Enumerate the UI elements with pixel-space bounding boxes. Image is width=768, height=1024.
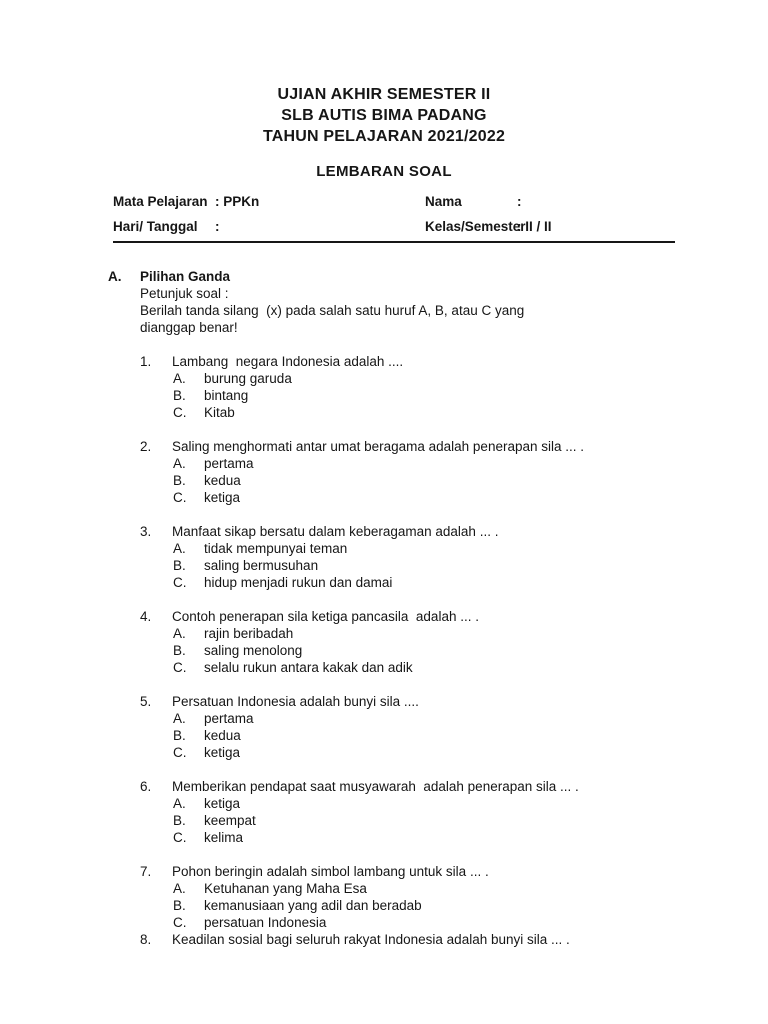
meta-value-date: : [215, 219, 220, 234]
option-letter: A. [173, 711, 186, 726]
option-row [173, 642, 675, 659]
question-number: 8. [140, 932, 152, 947]
option-letter: A. [173, 881, 186, 896]
option-letter: C. [173, 830, 187, 845]
option-letter: C. [173, 405, 187, 420]
option-text: rajin beribadah [204, 626, 294, 641]
option-text: kemanusiaan yang adil dan beradab [204, 898, 422, 913]
option-text: burung garuda [204, 371, 292, 386]
meta-value-class: : II / II [517, 219, 552, 234]
question-text: Saling menghormati antar umat beragama adalah penerapan sila ... . [172, 439, 585, 454]
option-row [173, 744, 675, 761]
section-instructions [140, 285, 675, 336]
meta-label-subject: Mata Pelajaran [113, 194, 208, 209]
question-row [140, 931, 675, 948]
option-text: saling bermusuhan [204, 558, 319, 573]
option-row [173, 540, 675, 557]
section-a-heading [108, 268, 675, 285]
option-letter: B. [173, 643, 186, 658]
option-letter: C. [173, 660, 187, 675]
option-letter: B. [173, 813, 186, 828]
question-number: 7. [140, 864, 152, 879]
question-block [140, 931, 675, 948]
question-row [140, 693, 675, 710]
option-letter: C. [173, 745, 187, 760]
question-number: 5. [140, 694, 152, 709]
question-text: Contoh penerapan sila ketiga pancasila adalah ... . [172, 609, 479, 624]
option-row [173, 472, 675, 489]
option-row [173, 659, 675, 676]
instruction-line: dianggap benar! [140, 320, 238, 335]
meta-row [113, 189, 675, 214]
meta-value-name: : [517, 194, 522, 209]
meta-label-class: Kelas/Semester [425, 219, 526, 234]
section-title: Pilihan Ganda [140, 269, 231, 284]
option-row [173, 489, 675, 506]
exam-title-line: SLB AUTIS BIMA PADANG [281, 107, 487, 124]
option-letter: A. [173, 626, 186, 641]
option-row [173, 914, 675, 931]
question-block [140, 353, 675, 421]
option-row [173, 795, 675, 812]
question-text: Manfaat sikap bersatu dalam keberagaman adalah ... . [172, 524, 499, 539]
exam-title [0, 84, 768, 147]
option-text: ketiga [204, 796, 241, 811]
option-text: pertama [204, 711, 254, 726]
option-letter: C. [173, 490, 187, 505]
option-letter: B. [173, 558, 186, 573]
option-row [173, 897, 675, 914]
option-letter: A. [173, 541, 186, 556]
option-text: persatuan Indonesia [204, 915, 327, 930]
option-text: kedua [204, 728, 241, 743]
question-row [140, 438, 675, 455]
question-text: Keadilan sosial bagi seluruh rakyat Indonesia adalah bunyi sila ... . [172, 932, 570, 947]
question-row [140, 523, 675, 540]
option-letter: B. [173, 728, 186, 743]
option-row [173, 625, 675, 642]
question-text: Memberikan pendapat saat musyawarah adalah penerapan sila ... . [172, 779, 579, 794]
meta-row [113, 214, 675, 239]
meta-label-date: Hari/ Tanggal [113, 219, 198, 234]
option-text: ketiga [204, 490, 241, 505]
option-text: keempat [204, 813, 256, 828]
question-block [140, 778, 675, 846]
instruction-line: Berilah tanda silang (x) pada salah satu huruf A, B, atau C yang [140, 303, 525, 318]
option-letter: C. [173, 575, 187, 590]
option-text: tidak mempunyai teman [204, 541, 348, 556]
option-row [173, 812, 675, 829]
question-number: 2. [140, 439, 152, 454]
option-letter: A. [173, 796, 186, 811]
option-text: ketiga [204, 745, 241, 760]
question-row [140, 778, 675, 795]
question-number: 1. [140, 354, 152, 369]
option-row [173, 880, 675, 897]
meta-value-subject: : PPKn [215, 194, 260, 209]
option-letter: B. [173, 388, 186, 403]
option-letter: A. [173, 456, 186, 471]
question-block [140, 438, 675, 506]
question-number: 6. [140, 779, 152, 794]
question-block [140, 608, 675, 676]
question-row [140, 863, 675, 880]
option-row [173, 557, 675, 574]
option-text: Ketuhanan yang Maha Esa [204, 881, 367, 896]
question-block [140, 523, 675, 591]
section-letter: A. [108, 269, 122, 284]
instruction-line: Petunjuk soal : [140, 286, 229, 301]
option-text: hidup menjadi rukun dan damai [204, 575, 393, 590]
option-text: kelima [204, 830, 244, 845]
option-row [173, 404, 675, 421]
meta-label-name: Nama [425, 194, 462, 209]
option-text: kedua [204, 473, 241, 488]
question-block [140, 693, 675, 761]
option-letter: B. [173, 898, 186, 913]
sheet-label: LEMBARAN SOAL [316, 163, 452, 180]
option-text: bintang [204, 388, 249, 403]
option-text: saling menolong [204, 643, 303, 658]
question-row [140, 353, 675, 370]
option-row [173, 387, 675, 404]
option-row [173, 829, 675, 846]
question-list [140, 353, 675, 948]
question-block [140, 863, 675, 931]
option-letter: A. [173, 371, 186, 386]
question-text: Persatuan Indonesia adalah bunyi sila .... [172, 694, 419, 709]
option-row [173, 370, 675, 387]
option-row [173, 455, 675, 472]
question-number: 3. [140, 524, 152, 539]
option-text: selalu rukun antara kakak dan adik [204, 660, 413, 675]
option-text: pertama [204, 456, 254, 471]
question-number: 4. [140, 609, 152, 624]
question-text: Pohon beringin adalah simbol lambang untuk sila ... . [172, 864, 489, 879]
option-letter: B. [173, 473, 186, 488]
option-row [173, 710, 675, 727]
option-letter: C. [173, 915, 187, 930]
question-row [140, 608, 675, 625]
question-text: Lambang negara Indonesia adalah .... [172, 354, 404, 369]
exam-title-line: TAHUN PELAJARAN 2021/2022 [262, 128, 506, 145]
exam-title-line: UJIAN AKHIR SEMESTER II [277, 86, 491, 103]
option-row [173, 574, 675, 591]
exam-meta-table [113, 189, 675, 243]
option-text: Kitab [204, 405, 235, 420]
option-row [173, 727, 675, 744]
